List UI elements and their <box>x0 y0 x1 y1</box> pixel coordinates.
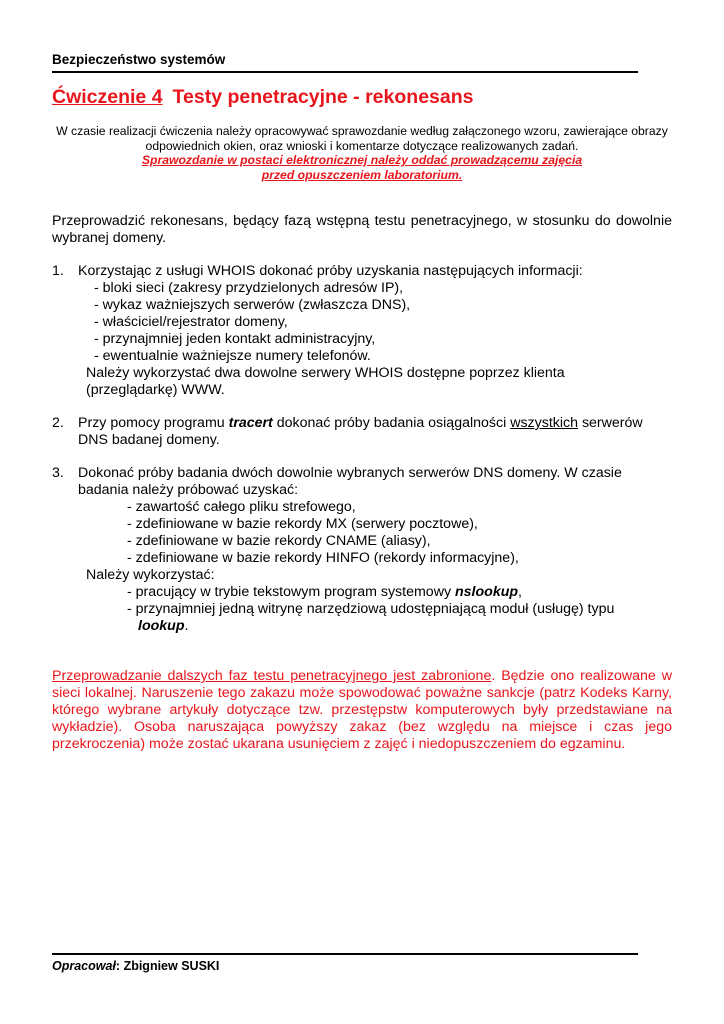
warning-rest: . Będzie ono realizowane w sieci lokalnej. Naruszenie tego zakazu może spowodować poważne sankcje (patrz Kodeks Karny, którego wybrane artykuły dotyczące tzw. przestępstw komputerowych były przedstawiane na wykładzie). Osoba naruszająca powyższy zakaz (bez względu na miejsce i czas jego przekroczenia) może zostać ukarana usunięciem z zajęć i niedopuszczeniem do egzaminu. <box>52 668 672 752</box>
list-item-3 <box>52 465 672 635</box>
intro-red-line: przed opuszczeniem laboratorium. <box>261 167 463 182</box>
warning-underlined: Przeprowadzanie dalszych faz testu penetracyjnego jest zabronione <box>52 668 492 684</box>
list-bullet: - przynajmniej jedną witrynę narzędziową udostępniającą moduł (usługę) typu <box>127 601 615 617</box>
list-item-2 <box>52 415 672 449</box>
tool-name: nslookup <box>454 584 519 600</box>
list-note: Należy wykorzystać: <box>86 567 215 583</box>
list-bullet: - zawartość całego pliku strefowego, <box>127 499 356 515</box>
intro-note <box>52 124 672 182</box>
list-bullet: - zdefiniowane w bazie rekordy HINFO (rekordy informacyjne), <box>127 550 519 566</box>
list-note: (przeglądarkę) WWW. <box>86 382 225 398</box>
intro-line: W czasie realizacji ćwiczenia należy opracowywać sprawozdanie według załączonego wzoru, zawierające obrazy <box>56 124 668 138</box>
list-bullet: - zdefiniowane w bazie rekordy MX (serwery pocztowe), <box>127 516 478 532</box>
list-line: DNS badanej domeny. <box>78 432 220 448</box>
tool-name: tracert <box>228 415 273 431</box>
footer-divider <box>52 953 638 955</box>
exercise-number: Ćwiczenie 4 <box>52 86 163 108</box>
intro-red-line: Sprawozdanie w postaci elektronicznej należy oddać prowadzącemu zajęcia <box>141 153 583 167</box>
page-title <box>52 86 473 109</box>
list-bullet: - przynajmniej jeden kontakt administracyjny, <box>94 331 376 347</box>
list-line: lookup. <box>138 618 189 634</box>
list-bullet: - bloki sieci (zakresy przydzielonych adresów IP), <box>94 280 404 296</box>
list-lead: Przy pomocy programu tracert dokonać próby badania osiągalności wszystkich serwerów <box>78 415 643 431</box>
list-bullet: - wykaz ważniejszych serwerów (zwłaszcza DNS), <box>94 297 411 313</box>
header-divider <box>52 71 638 73</box>
list-number: 2. <box>52 415 64 431</box>
list-bullet: - pracujący w trybie tekstowym program systemowy nslookup, <box>127 584 522 600</box>
intro-line: odpowiednich okien, oraz wnioski i komentarze dotyczące realizowanych zadań. <box>145 138 579 153</box>
emphasis: wszystkich <box>510 415 578 431</box>
list-bullet: - zdefiniowane w bazie rekordy CNAME (aliasy), <box>127 533 431 549</box>
list-lead: Dokonać próby badania dwóch dowolnie wybranych serwerów DNS domeny. W czasie <box>78 465 622 481</box>
warning-paragraph <box>52 668 672 753</box>
task-paragraph: Przeprowadzić rekonesans, będący fazą wstępną testu penetracyjnego, w stosunku do dowolnie wybranej domeny. <box>52 213 672 246</box>
list-lead: Korzystając z usługi WHOIS dokonać próby uzyskania następujących informacji: <box>78 263 583 279</box>
tool-name: lookup <box>138 618 185 634</box>
list-note: Należy wykorzystać dwa dowolne serwery WHOIS dostępne poprzez klienta <box>86 365 565 381</box>
list-item-1 <box>52 263 672 399</box>
list-bullet: - ewentualnie ważniejsze numery telefonów. <box>94 348 371 364</box>
list-line: badania należy próbować uzyskać: <box>78 482 299 498</box>
document-page <box>52 0 672 1024</box>
header-title: Bezpieczeństwo systemów <box>52 52 226 67</box>
list-number: 1. <box>52 263 64 279</box>
exercise-title: Testy penetracyjne - rekonesans <box>172 86 474 108</box>
list-bullet: - właściciel/rejestrator domeny, <box>94 314 288 330</box>
list-number: 3. <box>52 465 64 481</box>
footer-author: Opracował: Zbigniew SUSKI <box>52 959 220 973</box>
